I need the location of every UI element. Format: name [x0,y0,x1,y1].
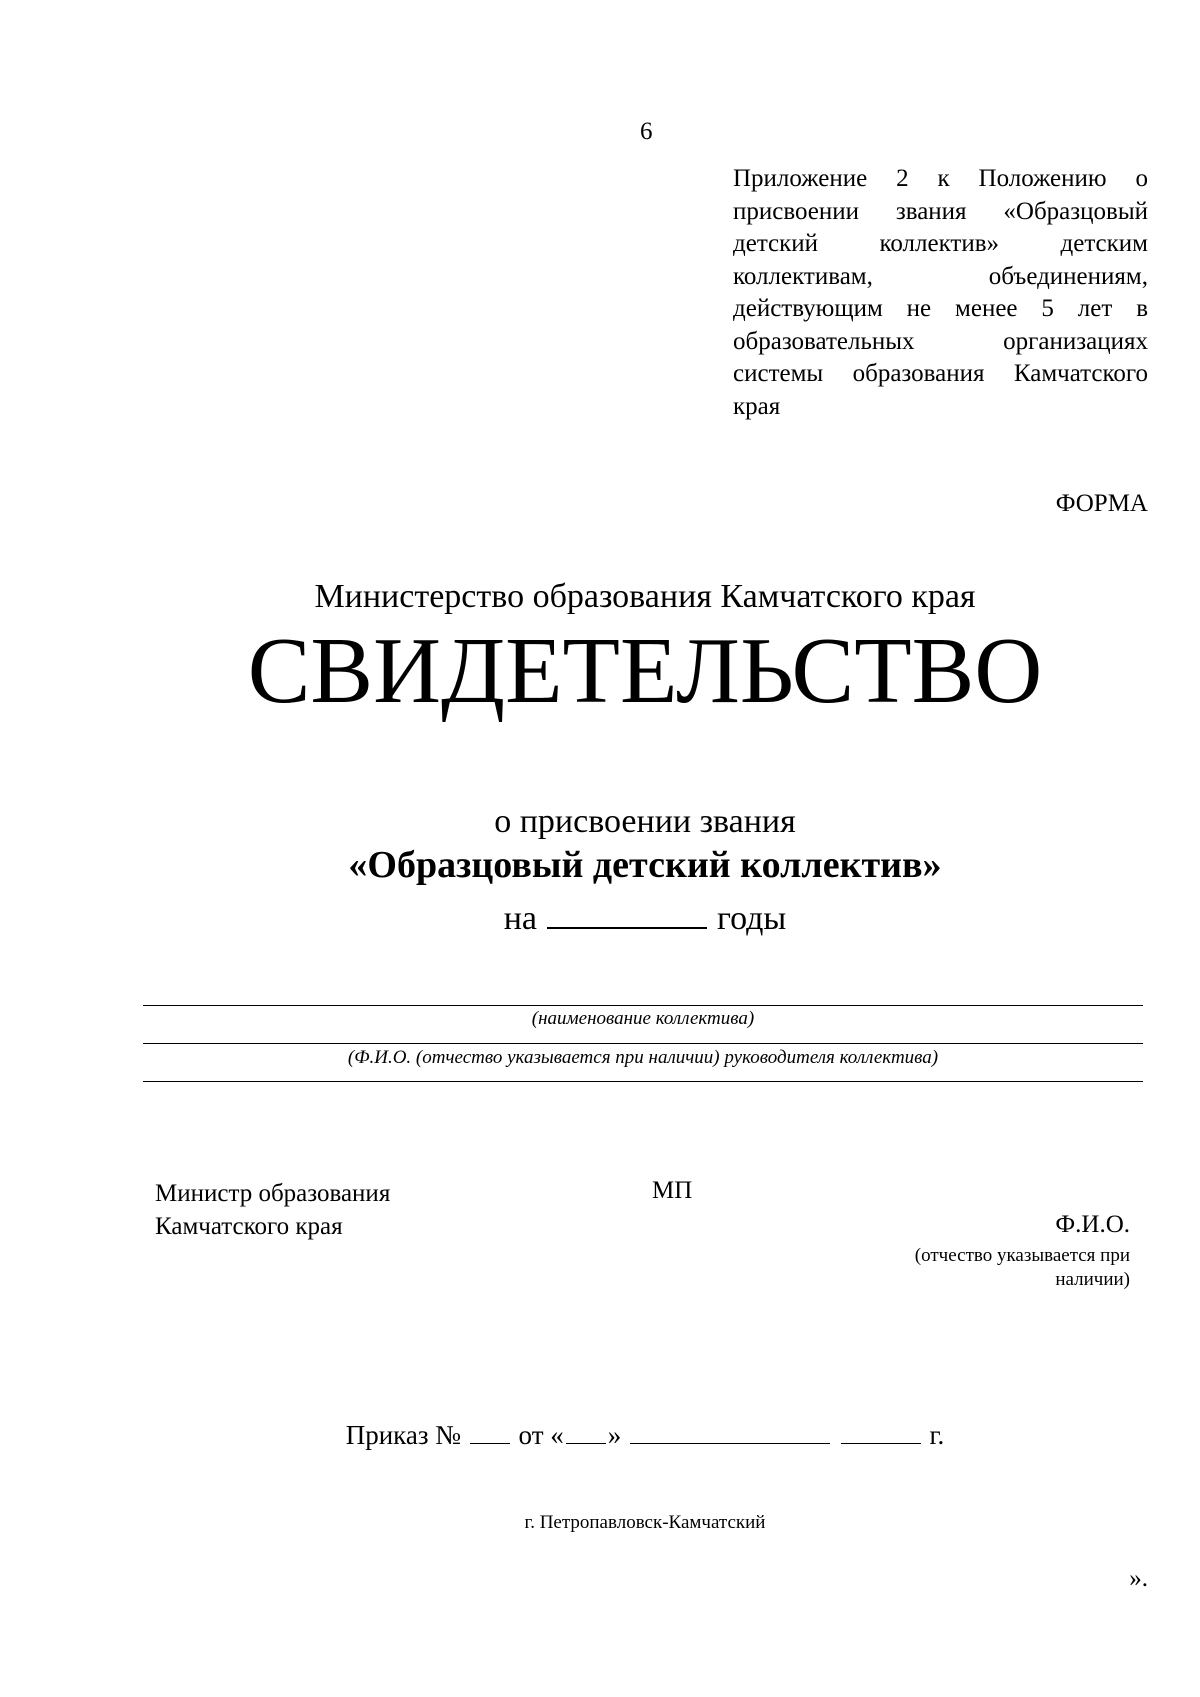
leader-name-line[interactable] [143,1043,1143,1044]
years-line [0,897,1200,938]
order-day-blank[interactable] [566,1417,606,1444]
certificate-subtitle: о присвоении звания [494,803,796,840]
seal-placeholder: МП [652,1177,693,1204]
leader-bottom-line [143,1081,1143,1082]
honorary-title-name: «Образцовый детский коллектив» [348,844,942,886]
fio-note: (отчество указывается при наличии) [914,1245,1130,1290]
order-year-suffix: г. [929,1420,945,1450]
city-name: г. Петропавловск-Камчатский [524,1512,766,1533]
page-number: 6 [640,118,653,145]
certificate-title: СВИДЕТЕЛЬСТВО [247,619,1043,723]
years-prefix: на [503,900,538,937]
order-prefix: Приказ № [345,1420,462,1450]
years-suffix: годы [717,900,787,937]
appendix-reference: Приложение 2 к Положению о присвоении звания «Образцовый детский коллектив» детским коллективам, объединениям, действующим не менее 5 лет в образовательных организациях системы образования Камчатского края [733,165,1148,420]
minister-fio: Ф.И.О. [1055,1211,1130,1238]
order-line [0,1417,1200,1451]
order-close-quote: » [607,1420,622,1450]
order-number-blank[interactable] [470,1417,510,1444]
minister-title-line1: Министр образования [155,1180,391,1207]
order-month-blank[interactable] [630,1417,830,1444]
collective-name-caption: (наименование коллектива) [531,1008,755,1029]
closing-mark: ». [1129,1565,1148,1592]
order-from: от « [518,1420,564,1450]
ministry-name: Министерство образования Камчатского края [314,578,976,615]
minister-title-line2: Камчатского края [155,1213,343,1240]
form-label: ФОРМА [1055,490,1148,517]
order-year-blank[interactable] [841,1417,921,1444]
years-blank-field[interactable] [547,897,707,929]
leader-name-caption: (Ф.И.О. (отчество указывается при наличии) руководителя коллектива) [347,1047,939,1068]
minister-signature-block [155,1177,390,1243]
collective-name-line[interactable] [143,1005,1143,1006]
